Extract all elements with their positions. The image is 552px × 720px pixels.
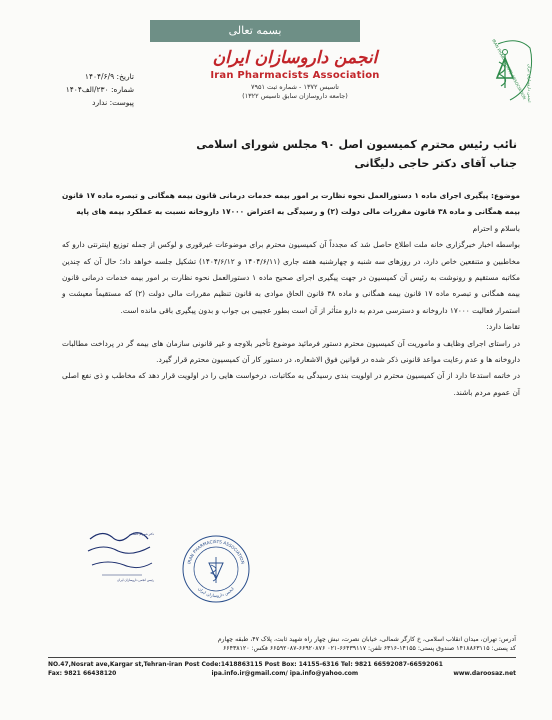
letter-footer — [48, 635, 516, 678]
signature-title: رئیس انجمن داروسازان ایران — [117, 578, 154, 582]
footer-website[interactable]: www.daroosaz.net — [453, 670, 516, 677]
footer-divider — [48, 657, 516, 658]
footer-fax: Fax: 9821 66438120 — [48, 670, 117, 677]
footer-contacts-fa: کد پستی: ۱۴۱۸۸۶۳۱۱۵ صندوق پستی: ۱۴۱۵۵-۶۳۱۶ تلفن: ۶۶۴۳۹۱۱۷-۰۲۱ ۶۶۹۲۰۸۷۶-۶۶۵۹۲۰۸۷ فکس: ۶۶۴۳۸۱۲۰ — [222, 645, 516, 652]
association-stamp-icon — [180, 533, 252, 605]
svg-text:انجمن داروسازان ایران — [197, 586, 234, 598]
footer-email[interactable]: ipa.info.ir@gmail.com/ ipa.info@yahoo.com — [211, 670, 359, 677]
logo-former: (جامعه داروسازان سابق تاسیس ۱۳۲۲) — [242, 92, 348, 100]
stamp-text-en: IRAN PHARMACISTS ASSOCIATION — [186, 538, 246, 565]
logo-founded: تاسیس ۱۳۷۲ - شماره ثبت ۷۹۵۱ — [251, 83, 339, 91]
addressee-title: نائب رئیس محترم کمیسیون اصل ۹۰ مجلس شورای اسلامی — [196, 138, 517, 151]
letter-date: تاریخ: ۱۴۰۴/۶/۹ — [84, 72, 134, 81]
signature-name: دکتر شهرام کاشانی — [129, 532, 154, 536]
letter-number: شماره: ۲۳۰/الف۱۴۰۴ — [65, 85, 134, 94]
letter-meta — [64, 70, 134, 109]
signature-icon — [82, 525, 157, 585]
footer-contact-row — [48, 669, 516, 678]
footer-address-en: NO.47,Nosrat ave,Kargar st,Tehran-iran Post Code:1418863115 Post Box: 14155-6316 Tel: 9821 66592087-66592061 — [48, 661, 443, 668]
footer-fa — [48, 635, 516, 653]
addressee-name: جناب آقای دکتر حاجی دلیگانی — [354, 157, 517, 170]
stamp-text-fa: انجمن داروسازان ایران — [197, 586, 235, 599]
association-logo — [205, 48, 385, 100]
side-seal-text-en: IRAN PHARMACISTS ASSOCIATION — [491, 38, 528, 101]
letter-attachment: پیوست: ندارد — [92, 98, 134, 107]
paragraph-3: در خاتمه استدعا دارد از آن کمیسیون محترم در اولویت بندی رسیدگی به مکاتبات، درخواست هایی را در اولویت قرار دهد که مخاطب و ذی نفع اصلی آن عموم مردم باشند. — [62, 371, 520, 397]
subject-line: موضوع: پیگیری اجرای ماده ۱ دستورالعمل نحوه نظارت بر امور بیمه خدمات درمانی قانون بیمه همگانی و تبصره ماده ۱۷ قانون بیمه همگانی و ماده ۳۸ قانون مقررات مالی دولت (۲) و رسیدگی به اعتراض ۱۷۰۰۰ داروخانه نسبت به عملکرد بیمه های پایه — [62, 191, 520, 217]
logo-name-en: Iran Pharmacists Association — [210, 70, 380, 81]
greeting: باسلام و احترام — [472, 223, 520, 233]
letter-body — [62, 188, 520, 401]
request-heading: تقاضا دارد: — [486, 322, 520, 332]
logo-name-fa: انجمن داروسازان ایران — [212, 48, 378, 68]
footer-address-fa: آدرس: تهران، میدان انقلاب اسلامی، خ کارگر شمالی، خیابان نصرت، نبش چهار راه شهید ثابت، پلاک ۴۷، طبقه چهارم — [217, 636, 516, 643]
footer-en — [48, 660, 516, 678]
paragraph-1: بواسطه اخبار خبرگزاری خانه ملت اطلاع حاصل شد که مجدداً آن کمیسیون محترم برای موضوعات غیرقوری و لوکس از جمله توزیع اینترنتی دارو که مخاطبین و متنفعین خاص دارد، در روزهای سه شنبه و چهارشنبه هفته جاری (۱۴۰۴/۶/۱۱ و ۱۴۰۴/۶/۱۲) تشکیل جلسه خواهد داد؛ حال آن که چندین مکاتبه مستقیم و رونوشت به رئیس آن کمیسیون در جهت پیگیری اجرای صحیح ماده ۱ دستورالعمل نحوه نظارت بر امور بیمه خدمات درمانی قانون بیمه همگانی و تبصره ماده ۱۷ قانون بیمه همگانی و ماده ۳۸ قانون الحاق موادی به قانون تنظیم مقررات مالی دولت (۲) که مستقیماً معیشت و استمرار فعالیت ۱۷۰۰۰ داروخانه و دسترسی مردم به دارو متأثر از آن است بطور عجیبی بی جواب و بدون پیگیری باقی مانده است. — [62, 240, 521, 315]
side-seal-icon — [478, 30, 540, 122]
side-seal-text-fa: انجمن داروسازان ایران — [527, 64, 532, 103]
bismillah-banner: بسمه تعالی — [150, 20, 360, 42]
paragraph-2: در راستای اجرای وظایف و ماموریت آن کمیسیون محترم دستور فرمائید موضوع تأخیر بلاوجه و غیر قانونی سازمان های بیمه گر در پرداخت مطالبات داروخانه ها و عدم رعایت مواعد قانونی ذکر شده در قوانین فوق الاشعاره، در دستور کار آن کمیسیون محترم قرار گیرد. — [62, 338, 520, 365]
